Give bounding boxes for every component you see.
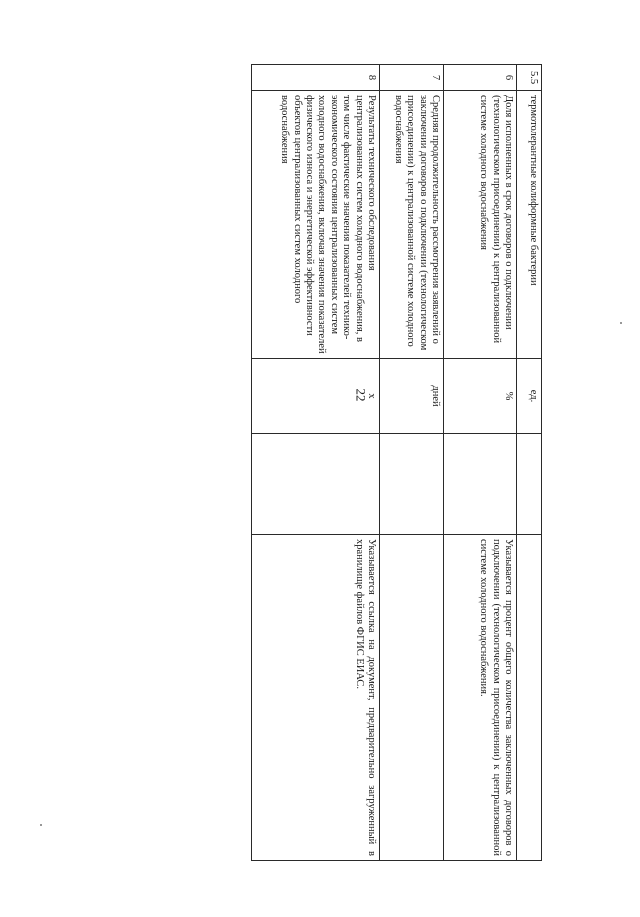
indicator-name: термотолерантные колиформные бактерии (517, 91, 542, 359)
note-cell: Указывается процент общего количества заключенных договоров о подключении (технологическом присоединении) к централизованной системе холодного водоснабжения. (444, 535, 517, 861)
note-cell (380, 535, 444, 861)
value-cell (517, 434, 542, 535)
table-row (252, 65, 380, 861)
value-cell (252, 434, 380, 535)
row-number: 6 (444, 65, 517, 91)
table-row (380, 65, 444, 861)
row-number: 7 (380, 65, 444, 91)
value-cell (380, 434, 444, 535)
row-number: 5.5 (517, 65, 542, 91)
note-cell (517, 535, 542, 861)
unit-cell: % (444, 359, 517, 434)
unit-cell: ед. (517, 359, 542, 434)
scan-speck (620, 322, 622, 324)
table-row (444, 65, 517, 861)
indicator-name: Результаты технического обследования централизованных систем холодного водоснабжения, в том числе фактические значения показателей технико-экономического состояния централизованных систем холодного водоснабжения, включая значения показателей физического износа и энергетической эффективности объектов централизованных систем холодного водоснабжения (252, 91, 380, 359)
table-row (517, 65, 542, 861)
page-number: 22 (353, 388, 369, 402)
indicator-name: Средняя продолжительность рассмотрения заявлений о заключении договоров о подключении (технологическом присоединении) к централизованной системе холодного водоснабжения (380, 91, 444, 359)
row-number: 8 (252, 65, 380, 91)
note-cell: Указывается ссылка на документ, предварительно загруженный в хранилище файлов ФГИС ЕИАС. (252, 535, 380, 861)
document-table-container (252, 64, 542, 860)
value-cell (444, 434, 517, 535)
scan-speck (40, 824, 42, 826)
unit-cell: дней (380, 359, 444, 434)
indicator-name: Доля исполненных в срок договоров о подключении (технологическом присоединении) к централизованной системе холодного водоснабжения (444, 91, 517, 359)
indicator-table (251, 64, 542, 861)
unit-cell: x (252, 359, 380, 434)
